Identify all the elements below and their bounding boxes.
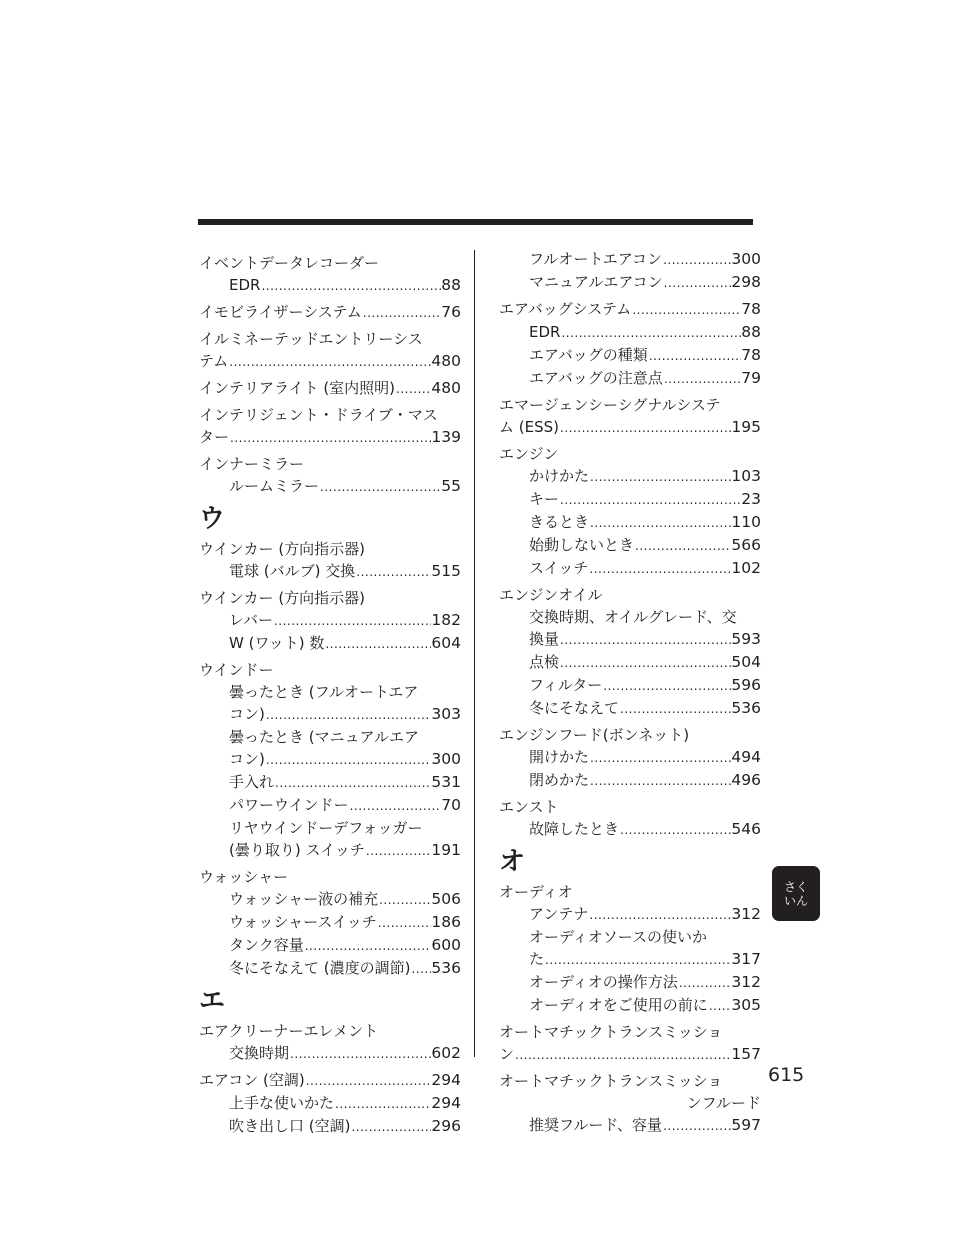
index-entry xyxy=(199,1069,461,1092)
index-entry xyxy=(199,538,461,560)
index-entry-label: EDR xyxy=(529,323,561,341)
index-entry-line[interactable] xyxy=(529,651,761,674)
index-page-ref: 195 xyxy=(731,418,761,436)
index-page-ref: 312 xyxy=(731,973,761,991)
index-entry-line[interactable] xyxy=(529,674,761,697)
index-entry-label: 開けかた xyxy=(529,748,590,766)
index-entry xyxy=(199,453,461,475)
index-entry-label: タンク容量 xyxy=(229,936,304,954)
leader-dots xyxy=(324,633,431,655)
index-entry xyxy=(229,475,461,498)
index-entry-label: W (ワット) 数 xyxy=(229,634,325,652)
index-entry-heading: エンジン xyxy=(499,445,559,463)
leader-dots xyxy=(349,795,442,817)
leader-dots xyxy=(334,1093,431,1115)
index-entry-line[interactable] xyxy=(199,301,461,324)
index-entry-label: エアコン (空調) xyxy=(199,1071,305,1089)
index-entry-line[interactable] xyxy=(529,248,761,271)
leader-dots xyxy=(319,476,441,498)
index-entry-heading: 曇ったとき (マニュアルエア xyxy=(229,728,420,746)
index-entry-line[interactable] xyxy=(199,350,461,373)
index-entry-label: エアバッグシステム xyxy=(499,300,632,318)
index-page-ref: 506 xyxy=(431,890,461,908)
leader-dots xyxy=(589,747,731,769)
index-entry-label: キー xyxy=(529,490,560,508)
leader-dots xyxy=(350,1116,431,1138)
index-page-ref: 480 xyxy=(431,379,461,397)
index-entry-line[interactable] xyxy=(529,465,761,488)
index-entry-label: エアバッグの注意点 xyxy=(529,369,663,387)
index-entry-label: 冬にそなえて xyxy=(529,699,620,717)
index-entry xyxy=(229,888,461,911)
index-entry-line[interactable] xyxy=(529,271,761,294)
leader-dots xyxy=(559,629,731,651)
index-entry xyxy=(229,817,461,862)
index-entry-line[interactable] xyxy=(499,298,761,321)
index-entry-heading: 曇ったとき (フルオートエア xyxy=(229,683,419,701)
index-entry-line[interactable] xyxy=(529,1114,761,1137)
leader-dots xyxy=(663,368,741,390)
index-entry-heading: オートマチックトランスミッショ xyxy=(499,1023,723,1041)
index-page-ref: 102 xyxy=(731,559,761,577)
index-entry-label: オーディオの操作方法 xyxy=(529,973,678,991)
index-entry-label: フィルター xyxy=(529,676,603,694)
index-entry-line[interactable] xyxy=(229,1092,461,1115)
index-page-ref: 604 xyxy=(431,634,461,652)
index-entry xyxy=(229,934,461,957)
index-page-ref: 546 xyxy=(731,820,761,838)
index-entry-heading: オーディオ xyxy=(499,883,573,901)
index-entry-label: テム xyxy=(199,352,229,370)
index-entry-label: スイッチ xyxy=(529,559,589,577)
index-entry-line[interactable] xyxy=(229,839,461,862)
index-entry xyxy=(529,271,761,294)
leader-dots xyxy=(229,427,431,449)
index-page-ref: 597 xyxy=(731,1116,761,1134)
leader-dots xyxy=(663,272,732,294)
leader-dots xyxy=(588,904,731,926)
index-entry xyxy=(529,971,761,994)
index-entry-line[interactable] xyxy=(229,888,461,911)
index-entry xyxy=(499,1021,761,1066)
index-entry xyxy=(199,587,461,609)
leader-dots xyxy=(395,378,431,400)
leader-dots xyxy=(662,249,731,271)
index-column-right xyxy=(499,248,761,1137)
index-entry xyxy=(499,394,761,439)
index-page-ref: 191 xyxy=(431,841,461,859)
index-entry-label: ルームミラー xyxy=(229,477,320,495)
index-entry-label: 吹き出し口 (空調) xyxy=(229,1117,351,1135)
index-entry-label: インテリアライト (室内照明) xyxy=(199,379,396,397)
index-page-ref: 139 xyxy=(431,428,461,446)
index-entry-line[interactable] xyxy=(529,344,761,367)
leader-dots xyxy=(589,466,731,488)
leader-dots xyxy=(589,512,731,534)
index-entry-line[interactable] xyxy=(529,769,761,792)
index-entry-label: 故障したとき xyxy=(529,820,620,838)
leader-dots xyxy=(355,561,431,583)
index-entry-label: 閉めかた xyxy=(529,771,590,789)
index-page-ref: 600 xyxy=(431,936,461,954)
index-entry xyxy=(529,651,761,674)
index-entry-line[interactable] xyxy=(229,748,461,771)
leader-dots xyxy=(631,299,741,321)
index-entry-line[interactable] xyxy=(229,609,461,632)
leader-dots xyxy=(365,840,432,862)
index-entry-line[interactable] xyxy=(529,818,761,841)
index-entry xyxy=(499,881,761,903)
index-entry-line[interactable] xyxy=(229,703,461,726)
index-page-ref: 79 xyxy=(741,369,761,387)
index-page-ref: 305 xyxy=(731,996,761,1014)
side-tab-line1: さく xyxy=(783,879,808,894)
leader-dots xyxy=(559,652,731,674)
index-entry-line[interactable] xyxy=(229,560,461,583)
index-page-ref: 494 xyxy=(731,748,761,766)
index-entry-label: 交換時期 xyxy=(229,1044,290,1062)
leader-dots xyxy=(228,351,431,373)
index-page-ref: 596 xyxy=(731,676,761,694)
index-page-ref: 515 xyxy=(431,562,461,580)
index-entry-label: コン) xyxy=(229,750,265,768)
index-entry xyxy=(229,632,461,655)
index-entry-label: きるとき xyxy=(529,513,590,531)
leader-dots xyxy=(305,1070,432,1092)
index-page-ref: 296 xyxy=(431,1117,461,1135)
index-entry xyxy=(229,1092,461,1115)
leader-dots xyxy=(289,1043,431,1065)
leader-dots xyxy=(619,819,731,841)
index-page-ref: 76 xyxy=(441,303,461,321)
index-entry-label: フルオートエアコン xyxy=(529,250,663,268)
leader-dots xyxy=(544,949,731,971)
index-entry-line[interactable] xyxy=(229,911,461,934)
kana-section-heading: オ xyxy=(499,847,526,877)
index-entry xyxy=(529,367,761,390)
leader-dots xyxy=(560,322,741,344)
index-page-ref: 531 xyxy=(431,773,461,791)
index-entry-line[interactable] xyxy=(229,1042,461,1065)
leader-dots xyxy=(589,770,731,792)
index-page-ref: 103 xyxy=(731,467,761,485)
index-entry-label: ウォッシャースイッチ xyxy=(229,913,377,931)
index-entry-label: 換量 xyxy=(529,630,560,648)
index-entry-label: 冬にそなえて (濃度の調節) xyxy=(229,959,411,977)
index-entry-line[interactable] xyxy=(529,948,761,971)
index-entry xyxy=(529,697,761,720)
leader-dots xyxy=(377,912,432,934)
index-entry xyxy=(229,1115,461,1138)
leader-dots xyxy=(588,558,731,580)
index-entry-line[interactable] xyxy=(229,771,461,794)
leader-dots xyxy=(304,935,432,957)
index-entry xyxy=(499,443,761,465)
index-entry xyxy=(529,903,761,926)
index-entry-line[interactable] xyxy=(229,794,461,817)
index-entry xyxy=(229,681,461,726)
index-entry xyxy=(199,1020,461,1042)
index-entry xyxy=(529,511,761,534)
index-page-ref: 300 xyxy=(731,250,761,268)
index-entry xyxy=(529,818,761,841)
index-entry-line[interactable] xyxy=(529,557,761,580)
index-entry-label: マニュアルエアコン xyxy=(529,273,663,291)
index-entry-heading: ウインカー (方向指示器) xyxy=(199,540,366,558)
index-side-tab[interactable] xyxy=(772,866,820,921)
index-entry xyxy=(229,957,461,980)
index-page-ref: 496 xyxy=(731,771,761,789)
leader-dots xyxy=(378,889,431,911)
index-page-ref: 70 xyxy=(441,796,461,814)
index-page-ref: 317 xyxy=(731,950,761,968)
index-entry xyxy=(499,724,761,746)
index-page-ref: 602 xyxy=(431,1044,461,1062)
index-entry-line[interactable] xyxy=(229,957,461,980)
index-entry-label: EDR xyxy=(229,276,261,294)
leader-dots xyxy=(514,1044,731,1066)
index-page-ref: 110 xyxy=(731,513,761,531)
index-entry xyxy=(529,769,761,792)
index-entry-line[interactable] xyxy=(199,377,461,400)
index-entry xyxy=(199,328,461,373)
index-entry-line[interactable] xyxy=(529,488,761,511)
leader-dots xyxy=(265,704,432,726)
index-entry-heading: ウォッシャー xyxy=(199,868,289,886)
index-entry xyxy=(229,771,461,794)
index-page-ref: 182 xyxy=(431,611,461,629)
index-entry-label: イモビライザーシステム xyxy=(199,303,362,321)
index-page-ref: 566 xyxy=(731,536,761,554)
index-column-left xyxy=(199,248,461,1138)
index-entry xyxy=(529,344,761,367)
index-page-ref: 157 xyxy=(731,1045,761,1063)
index-entry-label: ン xyxy=(499,1045,515,1063)
leader-dots xyxy=(648,345,741,367)
index-entry-label: ム (ESS) xyxy=(499,418,559,436)
leader-dots xyxy=(559,417,731,439)
index-entry xyxy=(499,298,761,321)
index-entry-label: アンテナ xyxy=(529,905,589,923)
leader-dots xyxy=(602,675,731,697)
index-entry xyxy=(529,248,761,271)
index-page-ref: 23 xyxy=(741,490,761,508)
index-entry xyxy=(229,794,461,817)
index-entry xyxy=(529,926,761,971)
leader-dots xyxy=(273,610,431,632)
index-entry xyxy=(529,465,761,488)
page-number: 615 xyxy=(768,1064,805,1086)
index-entry-line[interactable] xyxy=(529,697,761,720)
index-entry-heading: インテリジェント・ドライブ・マス xyxy=(199,406,438,424)
index-entry-label: ウォッシャー液の補充 xyxy=(229,890,379,908)
index-entry-label: パワーウインドー xyxy=(229,796,349,814)
index-entry-heading: エマージェンシーシグナルシステ xyxy=(499,396,721,414)
index-page-ref: 480 xyxy=(431,352,461,370)
index-entry xyxy=(199,301,461,324)
index-entry xyxy=(199,866,461,888)
index-entry-heading: オートマチックトランスミッショ xyxy=(499,1072,723,1090)
index-entry-line[interactable] xyxy=(199,1069,461,1092)
index-entry-heading: エンスト xyxy=(499,798,559,816)
index-entry-line[interactable] xyxy=(499,1043,761,1066)
index-entry xyxy=(499,1070,761,1114)
index-page-ref: 78 xyxy=(741,300,761,318)
index-entry-label: レバー xyxy=(229,611,273,629)
index-entry xyxy=(499,796,761,818)
leader-dots xyxy=(410,958,431,980)
index-entry xyxy=(499,584,761,606)
index-entry xyxy=(529,746,761,769)
index-entry xyxy=(229,911,461,934)
index-entry-line[interactable] xyxy=(529,971,761,994)
index-entry-line[interactable] xyxy=(529,367,761,390)
index-entry xyxy=(529,1114,761,1137)
index-entry-heading: エンジンオイル xyxy=(499,586,603,604)
index-entry-label: 始動しないとき xyxy=(529,536,635,554)
index-entry-label: 推奨フルード、容量 xyxy=(529,1116,663,1134)
index-entry-heading: オーディオソースの使いか xyxy=(529,928,708,946)
leader-dots xyxy=(662,1115,731,1137)
index-entry xyxy=(199,404,461,449)
index-entry-line[interactable] xyxy=(529,321,761,344)
index-entry-line[interactable] xyxy=(229,934,461,957)
index-entry xyxy=(529,321,761,344)
index-entry-heading: エアクリーナーエレメント xyxy=(199,1022,379,1040)
leader-dots xyxy=(678,972,732,994)
index-page-ref: 593 xyxy=(731,630,761,648)
index-page-ref: 55 xyxy=(441,477,461,495)
side-tab-line2: いん xyxy=(783,893,808,908)
index-entry xyxy=(529,606,761,651)
leader-dots xyxy=(274,772,431,794)
index-entry-line[interactable] xyxy=(529,746,761,769)
header-rule xyxy=(198,219,753,225)
index-page-ref: 88 xyxy=(741,323,761,341)
index-entry-label: (曇り取り) スイッチ xyxy=(229,841,365,859)
index-entry xyxy=(529,488,761,511)
index-entry xyxy=(229,726,461,771)
index-page-ref: 88 xyxy=(441,276,461,294)
index-page-ref: 298 xyxy=(731,273,761,291)
leader-dots xyxy=(362,302,442,324)
leader-dots xyxy=(559,489,741,511)
leader-dots xyxy=(634,535,731,557)
index-entry-line[interactable] xyxy=(529,511,761,534)
index-page-ref: 294 xyxy=(431,1094,461,1112)
index-page-ref: 186 xyxy=(431,913,461,931)
index-entry xyxy=(229,560,461,583)
column-divider xyxy=(474,250,475,1057)
index-entry-heading: イルミネーテッドエントリーシス xyxy=(199,330,423,348)
index-page-ref: 300 xyxy=(431,750,461,768)
index-entry-line[interactable] xyxy=(229,632,461,655)
index-entry-continuation: ンフルード xyxy=(686,1094,761,1112)
leader-dots xyxy=(260,275,441,297)
index-entry-line[interactable] xyxy=(529,994,761,1017)
index-entry-label: た xyxy=(529,950,545,968)
index-entry-line[interactable] xyxy=(199,426,461,449)
index-entry xyxy=(229,1042,461,1065)
index-entry-label: コン) xyxy=(229,705,265,723)
index-entry-label: エアバッグの種類 xyxy=(529,346,648,364)
index-page-ref: 504 xyxy=(731,653,761,671)
index-entry xyxy=(529,674,761,697)
index-entry-heading: ウインドー xyxy=(199,661,274,679)
index-page-ref: 294 xyxy=(431,1071,461,1089)
index-entry-heading: 交換時期、オイルグレード、交 xyxy=(529,608,737,626)
index-entry-heading: エンジンフード(ボンネット) xyxy=(499,726,690,744)
index-entry-label: 点検 xyxy=(529,653,560,671)
kana-section-heading: エ xyxy=(199,986,226,1016)
index-entry xyxy=(229,274,461,297)
index-entry xyxy=(199,377,461,400)
kana-section-heading: ウ xyxy=(199,504,226,534)
index-entry-heading: リヤウインドーデフォッガー xyxy=(229,819,423,837)
index-page-ref: 536 xyxy=(431,959,461,977)
index-entry-heading: インナーミラー xyxy=(199,455,305,473)
index-entry-line[interactable] xyxy=(229,1115,461,1138)
index-entry xyxy=(199,659,461,681)
index-entry-label: オーディオをご使用の前に xyxy=(529,996,708,1014)
index-entry-line[interactable] xyxy=(499,416,761,439)
index-entry-line[interactable] xyxy=(529,534,761,557)
leader-dots xyxy=(708,995,732,1017)
index-entry-label: かけかた xyxy=(529,467,590,485)
index-entry-label: 電球 (バルブ) 交換 xyxy=(229,562,356,580)
index-entry-line[interactable] xyxy=(229,475,461,498)
index-entry-heading: イベントデータレコーダー xyxy=(199,254,380,272)
index-entry xyxy=(529,534,761,557)
index-entry-label: 手入れ xyxy=(229,773,275,791)
index-entry-label: ター xyxy=(199,428,230,446)
index-page-ref: 78 xyxy=(741,346,761,364)
leader-dots xyxy=(265,749,432,771)
index-page-ref: 536 xyxy=(731,699,761,717)
index-page-ref: 303 xyxy=(431,705,461,723)
index-entry-line[interactable] xyxy=(529,903,761,926)
index-page-ref: 312 xyxy=(731,905,761,923)
index-entry xyxy=(199,252,461,274)
index-entry-line[interactable] xyxy=(229,274,461,297)
index-entry xyxy=(229,609,461,632)
index-entry-label: 上手な使いかた xyxy=(229,1094,335,1112)
index-entry-heading: ウインカー (方向指示器) xyxy=(199,589,366,607)
leader-dots xyxy=(619,698,731,720)
index-entry xyxy=(529,557,761,580)
index-entry-line[interactable] xyxy=(529,628,761,651)
index-entry xyxy=(529,994,761,1017)
